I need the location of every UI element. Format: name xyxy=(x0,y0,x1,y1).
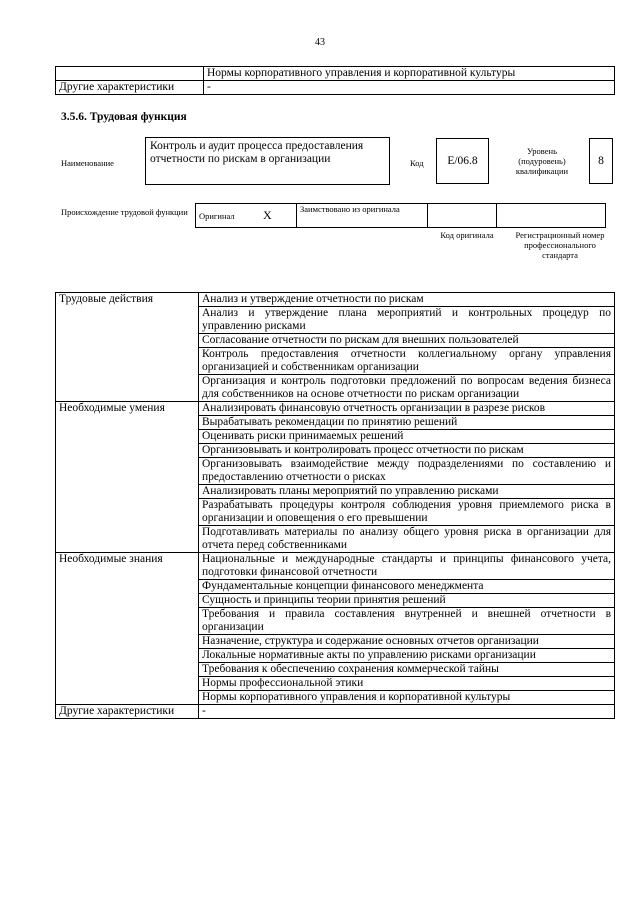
table-cell: Другие характеристики xyxy=(56,81,204,95)
table-row xyxy=(56,81,615,95)
item-cell: Сущность и принципы теории принятия решений xyxy=(199,594,615,608)
table-cell xyxy=(56,67,204,81)
code-original-cell xyxy=(428,204,497,228)
table-cell: - xyxy=(204,81,615,95)
page-number: 43 xyxy=(315,37,325,48)
original-mark: X xyxy=(260,204,297,228)
category-cell: Трудовые действия xyxy=(56,293,199,402)
table-row xyxy=(56,402,615,416)
item-cell: Подготавливать материалы по анализу общего уровня риска в организации для отчета перед собственниками xyxy=(199,526,615,553)
table-row xyxy=(56,67,615,81)
item-cell: Анализ и утверждение отчетности по рискам xyxy=(199,293,615,307)
original-label: Оригинал xyxy=(196,204,261,228)
borrowed-label: Заимствовано из оригинала xyxy=(297,204,428,228)
name-label: Наименование xyxy=(61,158,114,168)
table-row xyxy=(56,705,615,719)
category-cell: Необходимые умения xyxy=(56,402,199,553)
category-cell: Необходимые знания xyxy=(56,553,199,705)
item-cell: Нормы корпоративного управления и корпоративной культуры xyxy=(199,691,615,705)
previous-section-tail-table xyxy=(55,66,615,95)
item-cell: Требования к обеспечению сохранения коммерческой тайны xyxy=(199,663,615,677)
item-cell: Фундаментальные концепции финансового менеджмента xyxy=(199,580,615,594)
origin-label: Происхождение трудовой функции xyxy=(61,207,188,217)
item-cell: Организация и контроль подготовки предложений по вопросам ведения бизнеса для собственников на основе отчетности по рискам организации xyxy=(199,375,615,402)
table-row xyxy=(56,293,615,307)
code-original-label: Код оригинала xyxy=(440,230,494,240)
item-cell: Организовывать и контролировать процесс отчетности по рискам xyxy=(199,444,615,458)
item-cell: Вырабатывать рекомендации по принятию решений xyxy=(199,416,615,430)
item-cell: Анализировать планы мероприятий по управлению рисками xyxy=(199,485,615,499)
code-label: Код xyxy=(410,158,424,168)
item-cell: Локальные нормативные акты по управлению рисками организации xyxy=(199,649,615,663)
table-cell: Нормы корпоративного управления и корпоративной культуры xyxy=(204,67,615,81)
qualification-level-label: Уровень (подуровень) квалификации xyxy=(515,146,569,176)
section-title: 3.5.6. Трудовая функция xyxy=(61,111,187,123)
reg-number-cell xyxy=(497,204,606,228)
item-cell: Анализ и утверждение плана мероприятий и контрольных процедур по управлению рисками xyxy=(199,307,615,334)
registration-number-label: Регистрационный номер профессионального стандарта xyxy=(515,230,605,260)
item-cell: Согласование отчетности по рискам для внешних пользователей xyxy=(199,334,615,348)
function-code-box: E/06.8 xyxy=(436,138,489,184)
item-cell: Национальные и международные стандарты и принципы финансового учета, подготовки финансовой отчетности xyxy=(199,553,615,580)
item-cell: Организовывать взаимодействие между подразделениями по составлению и предоставлению отчетности о рисках xyxy=(199,458,615,485)
item-cell: Нормы профессиональной этики xyxy=(199,677,615,691)
category-cell: Другие характеристики xyxy=(56,705,199,719)
table-row xyxy=(196,204,606,228)
item-cell: Оценивать риски принимаемых решений xyxy=(199,430,615,444)
item-cell: Назначение, структура и содержание основных отчетов организации xyxy=(199,635,615,649)
item-cell: Разрабатывать процедуры контроля соблюдения уровня приемлемого риска в организации и оповещения о его превышении xyxy=(199,499,615,526)
function-name-box: Контроль и аудит процесса предоставления отчетности по рискам в организации xyxy=(145,137,390,185)
item-cell: Контроль предоставления отчетности коллегиальному органу управления организацией и собственникам организации xyxy=(199,348,615,375)
item-cell: Анализировать финансовую отчетность организации в разрезе рисков xyxy=(199,402,615,416)
qualification-level-box: 8 xyxy=(589,138,613,184)
item-cell: Требования и правила составления внутренней и внешней отчетности в организации xyxy=(199,608,615,635)
table-row xyxy=(56,553,615,580)
item-cell: - xyxy=(199,705,615,719)
origin-table xyxy=(195,203,606,228)
function-details-table xyxy=(55,292,615,719)
